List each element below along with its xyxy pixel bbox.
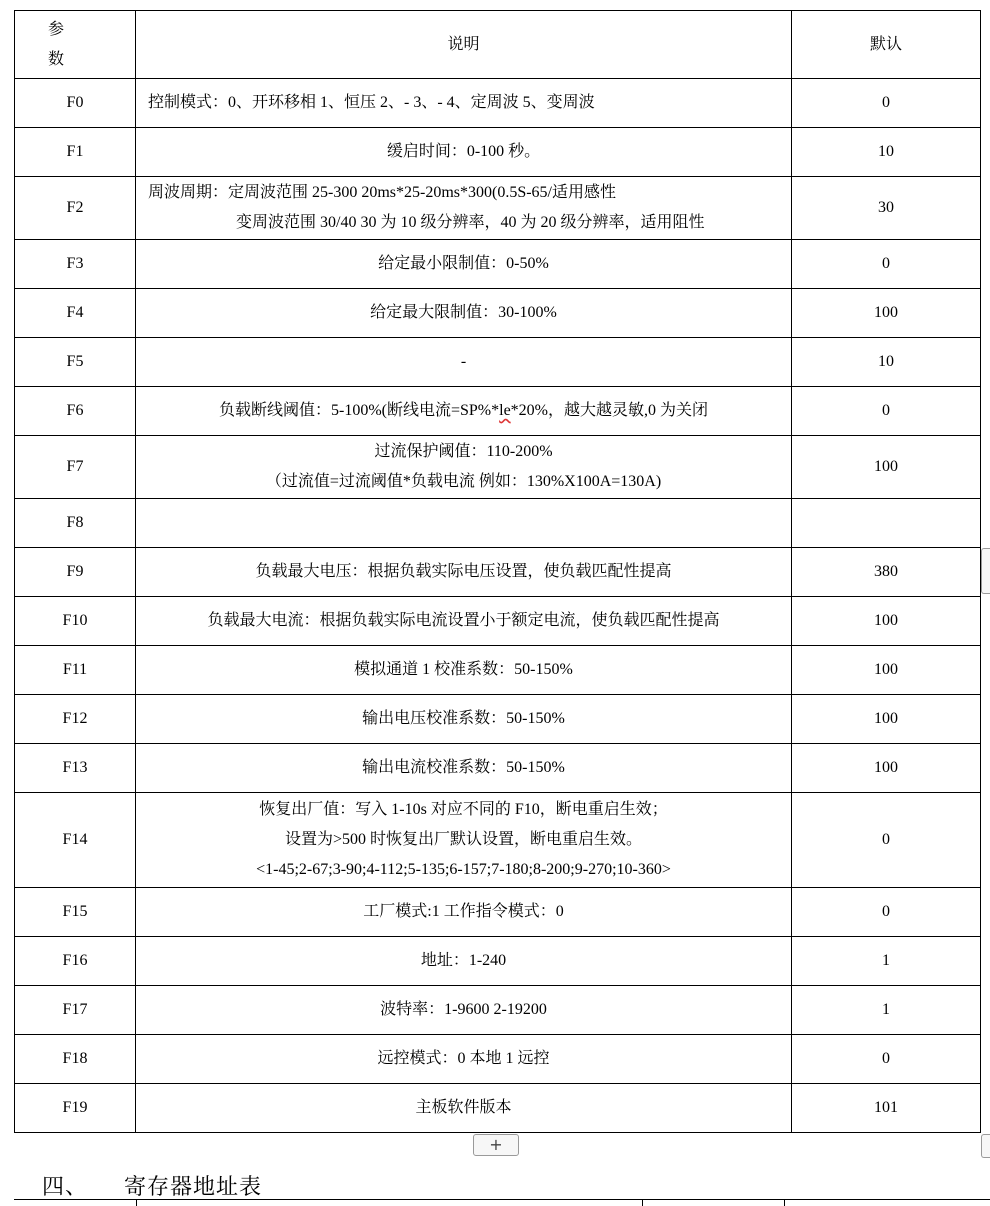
description-line: 控制模式：0、开环移相 1、恒压 2、- 3、- 4、定周波 5、变周波 [148,94,595,111]
header-desc-cell: 说明 [136,11,792,79]
table-resize-handle[interactable] [981,1134,990,1158]
table-row [15,499,981,548]
description-line: 波特率：1-9600 2-19200 [380,1001,547,1018]
section-title: 寄存器地址表 [124,1175,263,1200]
param-code: F13 [15,744,136,793]
param-code: F1 [15,128,136,177]
param-default: 0 [792,793,981,888]
param-default: 30 [792,177,981,240]
row-resize-handle[interactable] [981,548,990,594]
header-param-line1: 参 [47,20,64,38]
section-heading [42,1170,262,1201]
table-row [15,1084,981,1133]
param-description [136,79,792,128]
param-description [136,338,792,387]
description-line: 主板软件版本 [415,1099,512,1116]
table-row [15,888,981,937]
description-line: 过流保护阈值：110-200% [374,443,553,460]
param-default: 380 [792,548,981,597]
table-row [15,937,981,986]
param-code: F7 [15,436,136,499]
param-default: 101 [792,1084,981,1133]
param-default: 100 [792,744,981,793]
param-default: 1 [792,986,981,1035]
table-row [15,387,981,436]
param-code: F5 [15,338,136,387]
header-default-cell: 默认 [792,11,981,79]
param-description [136,597,792,646]
description-line: 远控模式：0 本地 1 远控 [377,1050,550,1067]
param-description [136,695,792,744]
header-param-cell [15,11,136,79]
spellcheck-flagged-text: le [499,402,511,419]
param-code: F11 [15,646,136,695]
description-line: 地址：1-240 [420,952,507,969]
table-row [15,240,981,289]
table-row [15,695,981,744]
param-description [136,937,792,986]
param-default: 1 [792,937,981,986]
param-default: 100 [792,597,981,646]
param-description [136,1084,792,1133]
param-default: 100 [792,646,981,695]
table-row [15,646,981,695]
description-line: 给定最小限制值：0-50% [378,255,549,272]
param-default: 0 [792,387,981,436]
description-line: 模拟通道 1 校准系数：50-150% [354,661,573,678]
param-default: 10 [792,338,981,387]
table-row [15,338,981,387]
description-text: *20%，越大越灵敏,0 为关闭 [510,402,709,419]
description-line: 输出电压校准系数：50-150% [362,710,565,727]
param-default: 10 [792,128,981,177]
param-default: 100 [792,289,981,338]
param-default: 0 [792,1035,981,1084]
param-default [792,499,981,548]
description-line: - [460,353,467,370]
description-line: 工厂模式:1 工作指令模式：0 [363,903,564,920]
table-row [15,289,981,338]
param-default: 0 [792,79,981,128]
param-description [136,289,792,338]
description-line: 给定最大限制值：30-100% [370,304,557,321]
column-divider [784,1200,785,1206]
param-code: F9 [15,548,136,597]
param-code: F2 [15,177,136,240]
table-row [15,128,981,177]
add-table-row-button[interactable]: + [473,1134,519,1156]
description-line: 设置为>500 时恢复出厂默认设置，断电重启生效。 [284,831,643,848]
column-divider [136,1200,137,1206]
table-row [15,177,981,240]
param-description [136,646,792,695]
param-description [136,499,792,548]
param-code: F18 [15,1035,136,1084]
description-line: 负载最大电流：根据负载实际电流设置小于额定电流，使负载匹配性提高 [207,612,720,629]
param-description [136,548,792,597]
description-line [142,396,785,426]
param-default: 100 [792,695,981,744]
param-code: F19 [15,1084,136,1133]
param-code: F4 [15,289,136,338]
param-code: F12 [15,695,136,744]
param-description [136,240,792,289]
column-divider [642,1200,643,1206]
table-row [15,79,981,128]
param-description [136,986,792,1035]
param-code: F0 [15,79,136,128]
table-row [15,744,981,793]
param-description [136,387,792,436]
param-description [136,793,792,888]
description-text: 负载断线阈值：5-100%(断线电流=SP%* [218,402,500,419]
table-row [15,1035,981,1084]
description-line: 缓启时间：0-100 秒。 [386,143,541,160]
param-code: F17 [15,986,136,1035]
param-code: F10 [15,597,136,646]
param-description [136,177,792,240]
param-code: F15 [15,888,136,937]
description-line: <1-45;2-67;3-90;4-112;5-135;6-157;7-180;8-200;9-270;10-360> [256,861,671,878]
param-description [136,128,792,177]
table-row [15,793,981,888]
table-header-row [15,11,981,79]
param-code: F14 [15,793,136,888]
parameter-table [14,10,981,1133]
param-description [136,744,792,793]
param-code: F6 [15,387,136,436]
table-row [15,597,981,646]
table-row [15,548,981,597]
param-description [136,436,792,499]
param-default: 100 [792,436,981,499]
param-code: F8 [15,499,136,548]
param-code: F16 [15,937,136,986]
description-line: 周波周期：定周波范围 25-300 20ms*25-20ms*300(0.5S-65/适用感性 [148,184,617,201]
description-line: 负载最大电压：根据负载实际电压设置，使负载匹配性提高 [255,563,672,580]
param-description [136,1035,792,1084]
section-number: 四、 [42,1175,89,1200]
table-row [15,436,981,499]
table-row [15,986,981,1035]
description-line: （过流值=过流阈值*负载电流 例如：130%X100A=130A) [265,473,662,490]
param-code: F3 [15,240,136,289]
param-description [136,888,792,937]
description-line: 恢复出厂值：写入 1-10s 对应不同的 F10，断电重启生效； [259,801,668,818]
param-default: 0 [792,888,981,937]
description-line: 变周波范围 30/40 30 为 10 级分辨率，40 为 20 级分辨率，适用阻性 [236,214,705,231]
header-param-line2: 数 [47,50,64,68]
param-default: 0 [792,240,981,289]
description-line: 输出电流校准系数：50-150% [362,759,565,776]
